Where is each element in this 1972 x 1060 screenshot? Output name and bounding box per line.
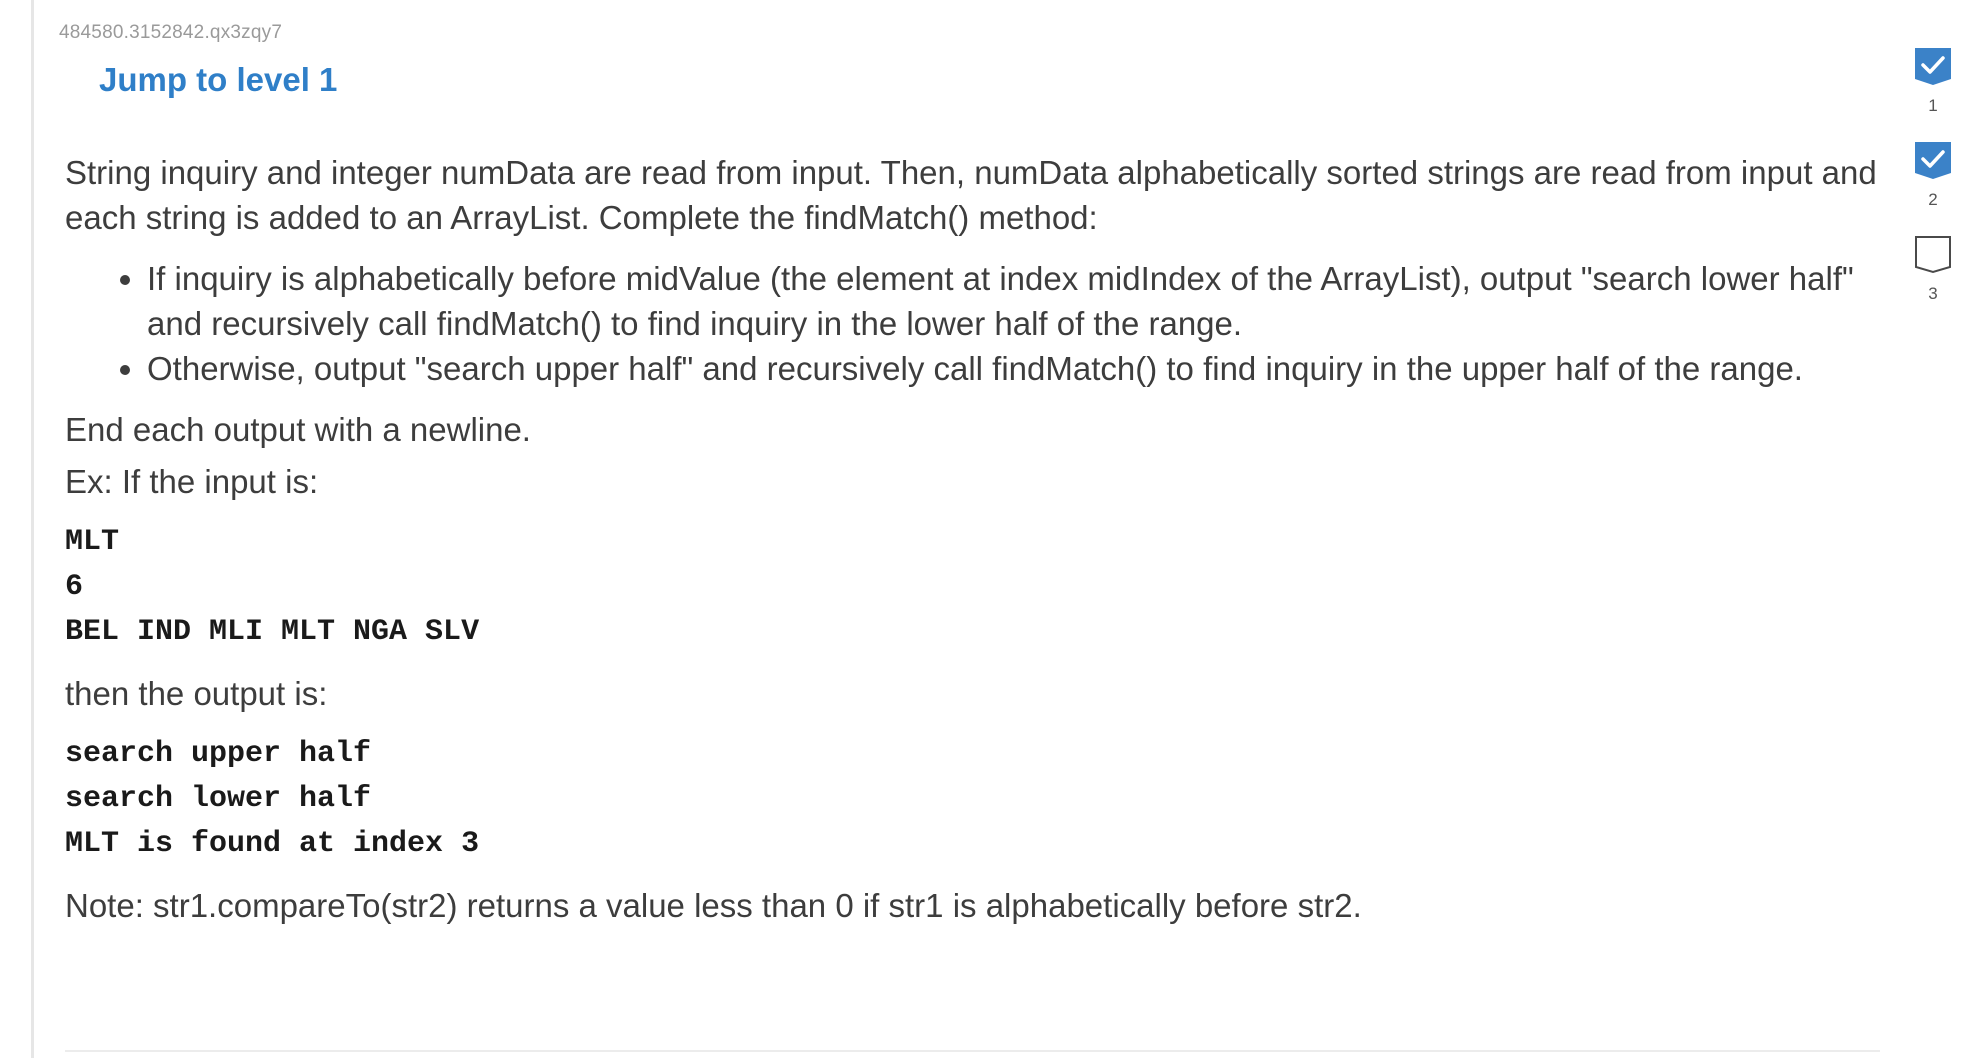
level-completed-icon <box>1913 140 1953 180</box>
example-output-line: search lower half <box>65 782 372 816</box>
left-divider <box>31 0 34 1058</box>
level-3[interactable] <box>1912 234 1954 304</box>
example-output-line: MLT is found at index 3 <box>65 827 480 861</box>
intro-paragraph: String inquiry and integer numData are read from input. Then, numData alphabetically sorted strings are read from input and each string is added to an ArrayList. Complete the findMatch() method: <box>65 154 1877 236</box>
level-number: 2 <box>1928 190 1938 209</box>
level-completed-icon <box>1913 46 1953 86</box>
instruction-item: • If inquiry is alphabetically before midValue (the element at index midIndex of the ArrayList), output "search lower half" and recursively call findMatch() to find inquiry in the lower half of the range. <box>147 256 1895 346</box>
challenge-id: 484580.3152842.qx3zqy7 <box>59 22 283 43</box>
level-number: 1 <box>1928 96 1938 115</box>
level-number: 3 <box>1928 284 1938 303</box>
example-input-line: 6 <box>65 570 84 604</box>
code-editor-edge <box>65 1050 1880 1060</box>
output-intro: then the output is: <box>65 675 328 712</box>
example-input-line: MLT <box>65 525 120 559</box>
example-intro: Ex: If the input is: <box>65 463 319 500</box>
level-2[interactable] <box>1912 140 1954 210</box>
example-output <box>65 732 1895 867</box>
level-incomplete-icon <box>1913 234 1953 274</box>
end-output-note: End each output with a newline. <box>65 411 531 448</box>
compare-note: Note: str1.compareTo(str2) returns a value less than 0 if str1 is alphabetically before str2. <box>65 887 1362 924</box>
instruction-item: • Otherwise, output "search upper half" and recursively call findMatch() to find inquiry in the upper half of the range. <box>147 346 1895 391</box>
jump-to-level-link[interactable]: Jump to level 1 <box>99 61 338 98</box>
example-output-line: search upper half <box>65 737 372 771</box>
example-input-line: BEL IND MLI MLT NGA SLV <box>65 615 480 649</box>
example-input <box>65 520 1895 655</box>
level-1[interactable] <box>1912 46 1954 116</box>
instruction-list <box>65 256 1895 391</box>
instructions <box>65 150 1895 928</box>
